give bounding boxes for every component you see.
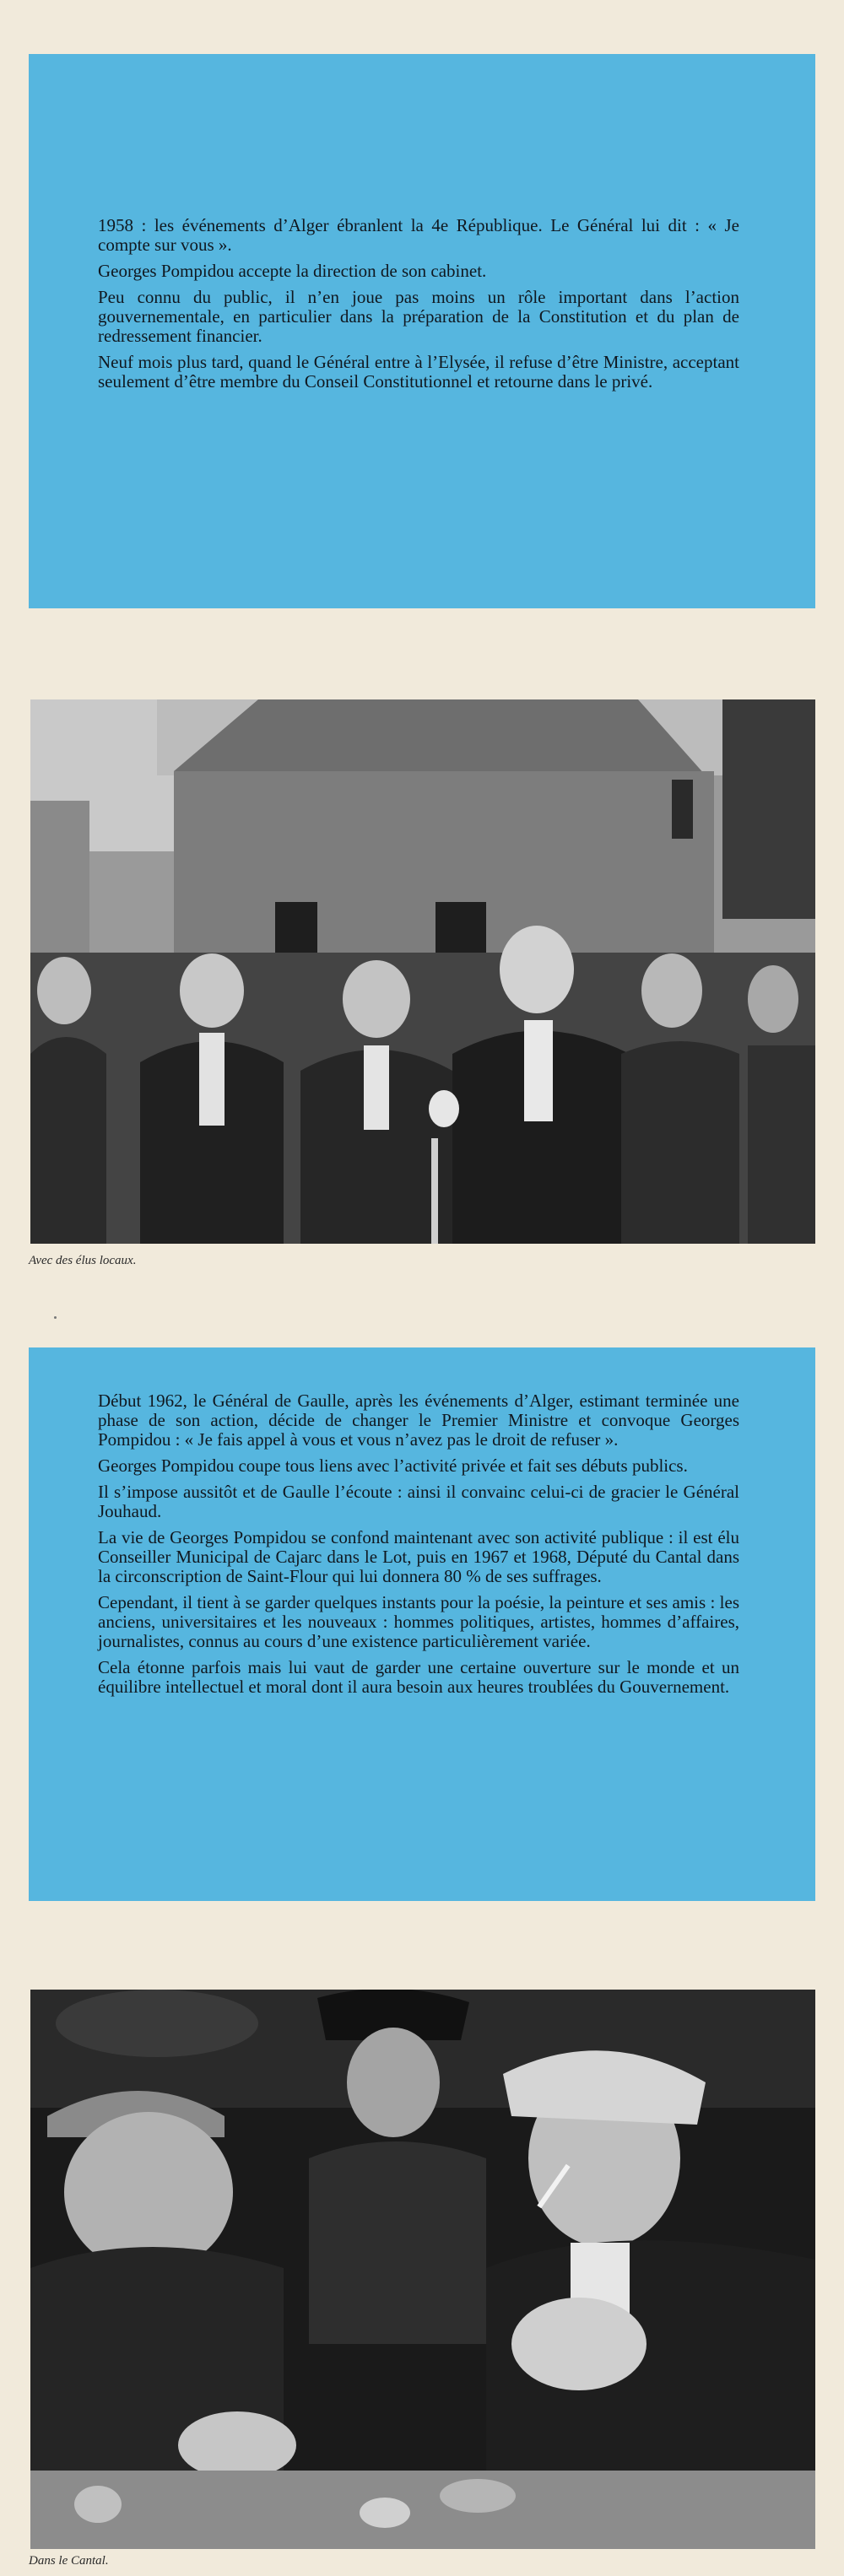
paragraph: La vie de Georges Pompidou se confond maintenant avec son activité publique : il est élu Conseiller Municipal de Cajarc dans le Lot, puis en 1967 et 1968, Député du Cantal dans la circonscription de Saint-Flour qui lui donnera 80 % de ses suffrages. <box>98 1527 739 1586</box>
photo-local-officials <box>30 699 815 1244</box>
print-fleck <box>54 1316 57 1319</box>
photo-cantal <box>30 1990 815 2549</box>
paragraph: Début 1962, le Général de Gaulle, après les événements d’Alger, estimant terminée une phase de son action, décide de changer le Premier Ministre et convoque Georges Pompidou : « Je fais appel à vous et vous n’avez pas le droit de refuser ». <box>98 1391 739 1450</box>
paragraph: Cependant, il tient à se garder quelques instants pour la poésie, la peinture et ses amis : les anciens, universitaires et les nouveaux : hommes politiques, artistes, hommes d’affaires, journalistes, connus au cours d’une existence particulièrement variée. <box>98 1592 739 1651</box>
paragraph: Peu connu du public, il n’en joue pas moins un rôle important dans l’action gouvernementale, en particulier dans la préparation de la Constitution et du plan de redressement financier. <box>98 287 739 346</box>
photo-cantal-image <box>30 1990 815 2549</box>
text-panel-1958 <box>29 54 815 608</box>
paragraph: 1958 : les événements d’Alger ébranlent la 4e République. Le Général lui dit : « Je compte sur vous ». <box>98 215 739 255</box>
photo-caption: Dans le Cantal. <box>29 2554 109 2568</box>
photo-caption: Avec des élus locaux. <box>29 1254 137 1267</box>
text-panel-1962 <box>29 1347 815 1901</box>
paragraph: Georges Pompidou accepte la direction de son cabinet. <box>98 261 487 281</box>
photo-local-officials-image <box>30 699 815 1244</box>
paragraph: Georges Pompidou coupe tous liens avec l’activité privée et fait ses débuts publics. <box>98 1455 688 1476</box>
paragraph: Cela étonne parfois mais lui vaut de garder une certaine ouverture sur le monde et un équilibre intellectuel et moral dont il aura besoin aux heures troublées du Gouvernement. <box>98 1657 739 1697</box>
paragraph: Il s’impose aussitôt et de Gaulle l’écoute : ainsi il convainc celui-ci de gracier le Général Jouhaud. <box>98 1482 739 1521</box>
paragraph: Neuf mois plus tard, quand le Général entre à l’Elysée, il refuse d’être Ministre, acceptant seulement d’être membre du Conseil Constitutionnel et retourne dans le privé. <box>98 352 739 392</box>
